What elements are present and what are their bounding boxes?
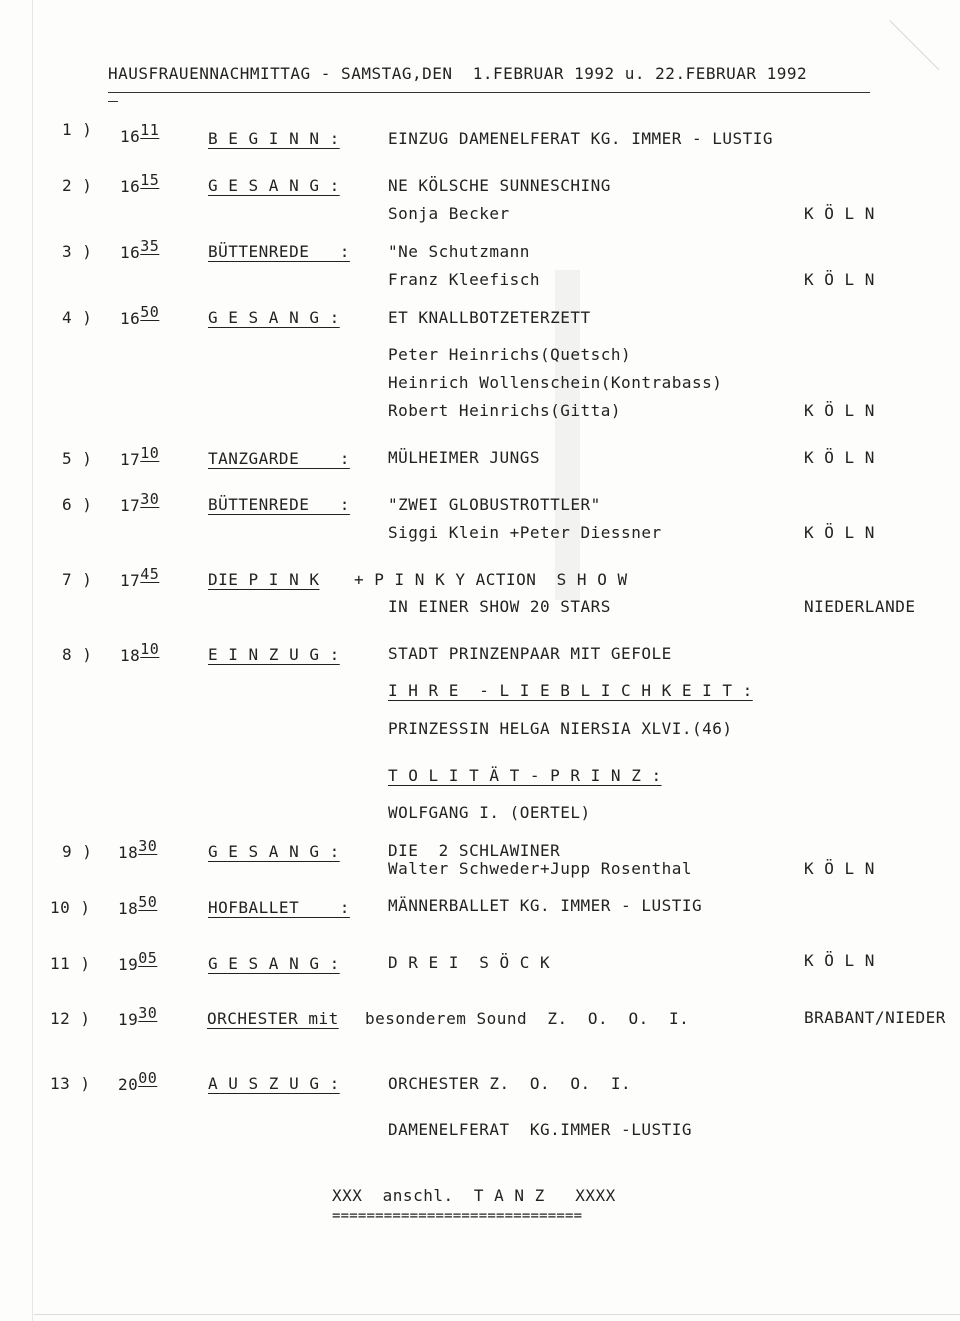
time-minutes: 30 bbox=[138, 837, 158, 855]
act-line: DAMENELFERAT KG.IMMER -LUSTIG bbox=[388, 1120, 692, 1139]
item-number: 4 ) bbox=[62, 308, 93, 327]
item-number: 11 ) bbox=[50, 954, 91, 973]
item-number: 1 ) bbox=[62, 120, 93, 139]
item-time bbox=[120, 444, 159, 469]
act-type: ORCHESTER mit bbox=[207, 1009, 339, 1028]
item-time bbox=[118, 893, 157, 918]
item-number: 7 ) bbox=[62, 570, 93, 589]
time-minutes: 15 bbox=[140, 171, 160, 189]
act-line: Franz Kleefisch bbox=[388, 270, 540, 289]
document-title: HAUSFRAUENNACHMITTAG - SAMSTAG,DEN 1.FEBRUAR 1992 u. 22.FEBRUAR 1992 bbox=[108, 64, 808, 83]
act-line-heading: I H R E - L I E B L I C H K E I T : bbox=[388, 681, 753, 700]
time-hour: 16 bbox=[120, 177, 141, 196]
act-type: G E S A N G : bbox=[208, 176, 340, 195]
item-number: 3 ) bbox=[62, 242, 93, 261]
act-line: Walter Schweder+Jupp Rosenthal bbox=[388, 859, 692, 878]
origin: K Ö L N bbox=[804, 523, 875, 542]
time-hour: 17 bbox=[120, 496, 141, 515]
act-line: IN EINER SHOW 20 STARS bbox=[388, 597, 611, 616]
time-minutes: 11 bbox=[140, 121, 160, 139]
act-type: BÜTTENREDE : bbox=[208, 495, 350, 514]
time-hour: 17 bbox=[120, 571, 141, 590]
time-minutes: 00 bbox=[138, 1069, 158, 1087]
title-rule-mark bbox=[108, 101, 118, 102]
act-type: HOFBALLET : bbox=[208, 898, 350, 917]
item-number: 13 ) bbox=[50, 1074, 91, 1093]
act-line: ET KNALLBOTZETERZETT bbox=[388, 308, 591, 327]
item-time bbox=[118, 837, 157, 862]
act-line: PRINZESSIN HELGA NIERSIA XLVI.(46) bbox=[388, 719, 733, 738]
act-line: "ZWEI GLOBUSTROTTLER" bbox=[388, 495, 601, 514]
act-type: A U S Z U G : bbox=[208, 1074, 340, 1093]
page-edge bbox=[32, 0, 33, 1321]
time-hour: 16 bbox=[120, 127, 141, 146]
item-time bbox=[120, 121, 159, 146]
time-hour: 20 bbox=[118, 1075, 139, 1094]
item-number: 6 ) bbox=[62, 495, 93, 514]
time-minutes: 10 bbox=[140, 444, 160, 462]
item-time bbox=[118, 1004, 157, 1029]
time-hour: 18 bbox=[118, 899, 139, 918]
act-type: G E S A N G : bbox=[208, 308, 340, 327]
item-number: 2 ) bbox=[62, 176, 93, 195]
act-type: B E G I N N : bbox=[208, 129, 340, 148]
time-minutes: 10 bbox=[140, 640, 160, 658]
act-line: MÜLHEIMER JUNGS bbox=[388, 448, 540, 467]
act-line: Heinrich Wollenschein(Kontrabass) bbox=[388, 373, 723, 392]
item-time bbox=[118, 949, 157, 974]
act-type: G E S A N G : bbox=[208, 842, 340, 861]
origin: K Ö L N bbox=[804, 204, 875, 223]
act-line: DIE 2 SCHLAWINER bbox=[388, 841, 561, 860]
act-type: BÜTTENREDE : bbox=[208, 242, 350, 261]
item-time bbox=[120, 640, 159, 665]
act-line: Sonja Becker bbox=[388, 204, 510, 223]
time-hour: 19 bbox=[118, 955, 139, 974]
title-rule bbox=[108, 92, 870, 93]
origin: NIEDERLANDE bbox=[804, 597, 916, 616]
act-line: D R E I S Ö C K bbox=[388, 953, 551, 972]
footer-dance-note: XXX anschl. T A N Z XXXX bbox=[332, 1186, 616, 1205]
item-number: 12 ) bbox=[50, 1009, 91, 1028]
act-line: Robert Heinrichs(Gitta) bbox=[388, 401, 622, 420]
item-number: 8 ) bbox=[62, 645, 93, 664]
origin: K Ö L N bbox=[804, 951, 875, 970]
act-line: Peter Heinrichs(Quetsch) bbox=[388, 345, 632, 364]
act-line: NE KÖLSCHE SUNNESCHING bbox=[388, 176, 611, 195]
time-minutes: 05 bbox=[138, 949, 158, 967]
act-line-heading: T O L I T Ä T - P R I N Z : bbox=[388, 766, 662, 785]
act-line: WOLFGANG I. (OERTEL) bbox=[388, 803, 591, 822]
item-time bbox=[120, 237, 159, 262]
item-number: 5 ) bbox=[62, 449, 93, 468]
time-minutes: 35 bbox=[140, 237, 160, 255]
item-time bbox=[120, 171, 159, 196]
item-time bbox=[120, 565, 159, 590]
act-type: DIE P I N K bbox=[208, 570, 320, 589]
act-line: EINZUG DAMENELFERAT KG. IMMER - LUSTIG bbox=[388, 129, 774, 148]
time-hour: 16 bbox=[120, 243, 141, 262]
time-hour: 17 bbox=[120, 450, 141, 469]
item-number: 9 ) bbox=[62, 842, 93, 861]
origin: K Ö L N bbox=[804, 859, 875, 878]
item-time bbox=[120, 303, 159, 328]
act-type: G E S A N G : bbox=[208, 954, 340, 973]
time-minutes: 50 bbox=[138, 893, 158, 911]
act-type-extra: besonderem Sound Z. O. O. I. bbox=[365, 1009, 690, 1028]
act-line: "Ne Schutzmann bbox=[388, 242, 530, 261]
act-type: TANZGARDE : bbox=[208, 449, 350, 468]
time-minutes: 30 bbox=[140, 490, 160, 508]
act-type-extra: + P I N K Y ACTION S H O W bbox=[354, 570, 628, 589]
origin: K Ö L N bbox=[804, 448, 875, 467]
time-minutes: 45 bbox=[140, 565, 160, 583]
act-line: ORCHESTER Z. O. O. I. bbox=[388, 1074, 632, 1093]
item-time bbox=[118, 1069, 157, 1094]
footer-double-rule: ============================= bbox=[332, 1208, 583, 1224]
item-number: 10 ) bbox=[50, 898, 91, 917]
page-fold-mark bbox=[833, 20, 940, 127]
time-hour: 16 bbox=[120, 309, 141, 328]
act-line: STADT PRINZENPAAR MIT GEFOLE bbox=[388, 644, 672, 663]
origin: K Ö L N bbox=[804, 270, 875, 289]
time-hour: 19 bbox=[118, 1010, 139, 1029]
time-minutes: 30 bbox=[138, 1004, 158, 1022]
act-line: MÄNNERBALLET KG. IMMER - LUSTIG bbox=[388, 896, 703, 915]
origin: K Ö L N bbox=[804, 401, 875, 420]
act-line: Siggi Klein +Peter Diessner bbox=[388, 523, 662, 542]
item-time bbox=[120, 490, 159, 515]
act-type: E I N Z U G : bbox=[208, 645, 340, 664]
page-bottom-edge bbox=[34, 1314, 960, 1315]
time-hour: 18 bbox=[118, 843, 139, 862]
origin: BRABANT/NIEDER bbox=[804, 1008, 946, 1027]
time-hour: 18 bbox=[120, 646, 141, 665]
time-minutes: 50 bbox=[140, 303, 160, 321]
